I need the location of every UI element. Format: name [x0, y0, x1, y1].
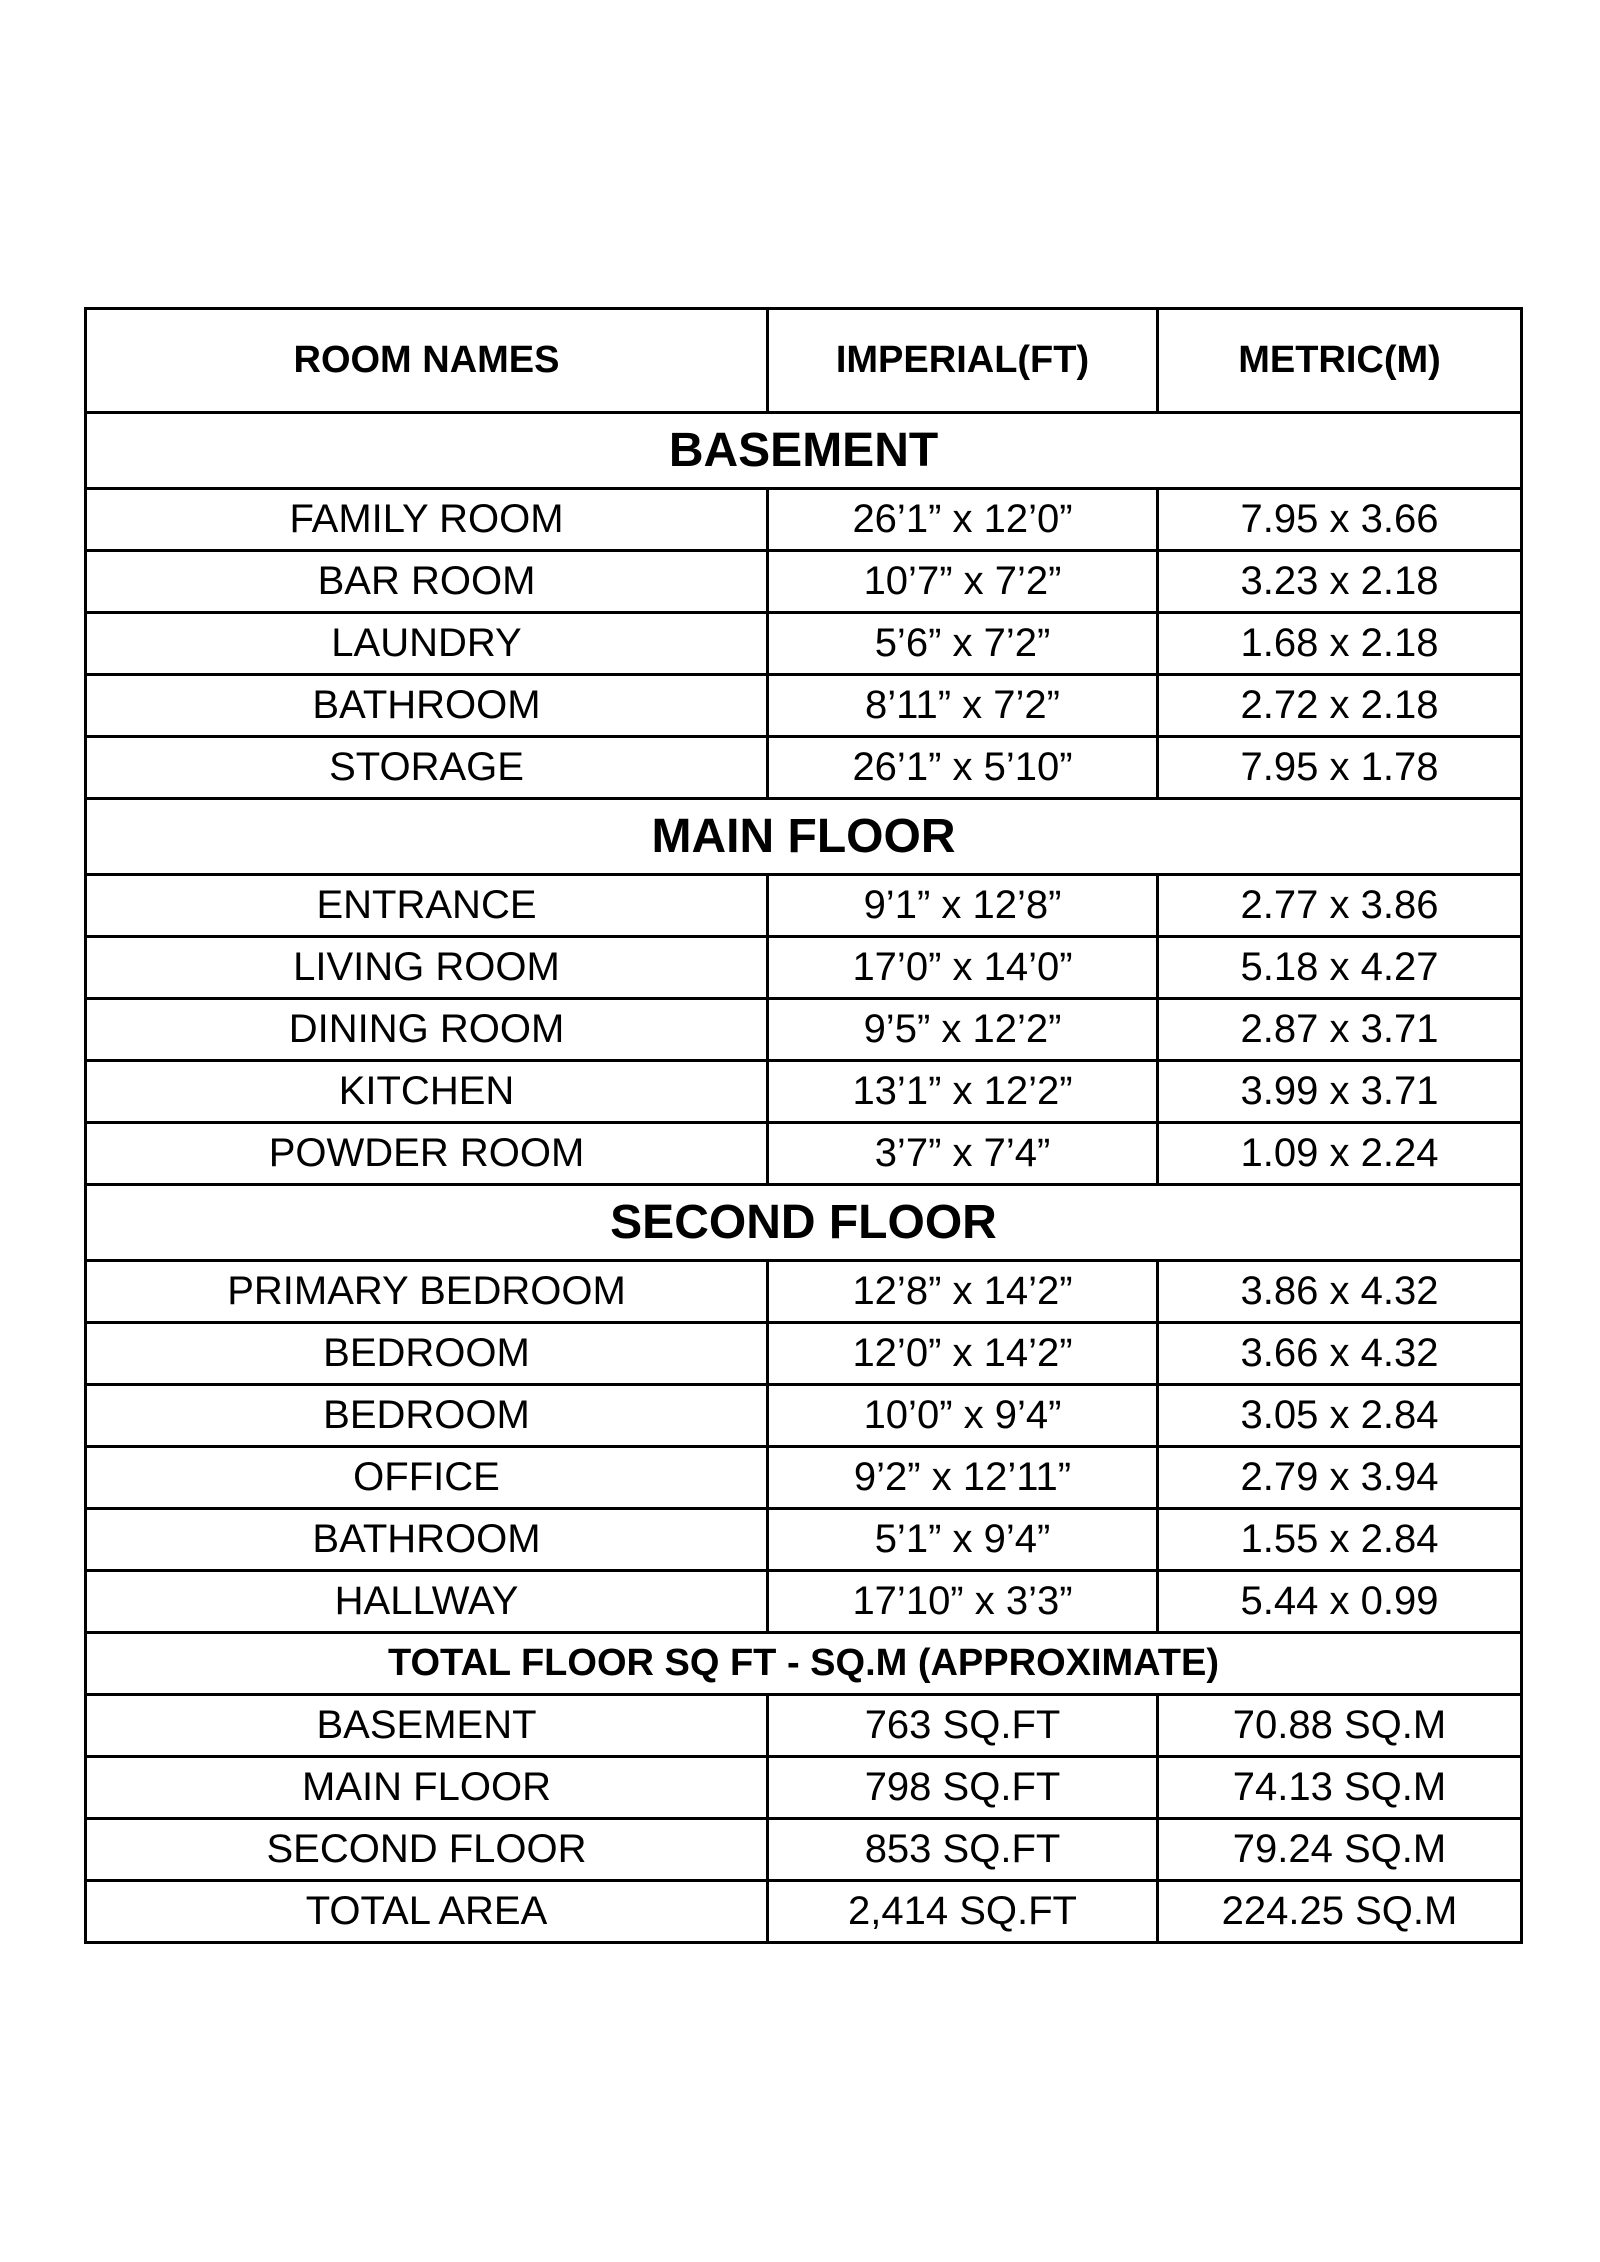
table-header-row — [86, 309, 1522, 413]
room-name-cell: BAR ROOM — [86, 551, 768, 613]
table-row — [86, 1261, 1522, 1323]
table-row — [86, 737, 1522, 799]
table-row — [86, 551, 1522, 613]
imperial-area-cell: 798 SQ.FT — [768, 1757, 1158, 1819]
metric-cell: 2.79 x 3.94 — [1158, 1447, 1522, 1509]
room-name-cell: BEDROOM — [86, 1385, 768, 1447]
metric-cell: 2.87 x 3.71 — [1158, 999, 1522, 1061]
table-row — [86, 489, 1522, 551]
imperial-cell: 12’8” x 14’2” — [768, 1261, 1158, 1323]
imperial-cell: 9’2” x 12’11” — [768, 1447, 1158, 1509]
room-name-cell: ENTRANCE — [86, 875, 768, 937]
imperial-cell: 10’7” x 7’2” — [768, 551, 1158, 613]
metric-cell: 3.99 x 3.71 — [1158, 1061, 1522, 1123]
section-title-main-floor: MAIN FLOOR — [86, 799, 1522, 875]
floor-name-cell: BASEMENT — [86, 1695, 768, 1757]
metric-cell: 5.18 x 4.27 — [1158, 937, 1522, 999]
table-row — [86, 937, 1522, 999]
room-name-cell: OFFICE — [86, 1447, 768, 1509]
section-row-main-floor — [86, 799, 1522, 875]
section-title-second-floor: SECOND FLOOR — [86, 1185, 1522, 1261]
table-row — [86, 999, 1522, 1061]
section-title-basement: BASEMENT — [86, 413, 1522, 489]
room-names-header: ROOM NAMES — [86, 309, 768, 413]
imperial-cell: 9’5” x 12’2” — [768, 999, 1158, 1061]
metric-header: METRIC(M) — [1158, 309, 1522, 413]
imperial-cell: 26’1” x 12’0” — [768, 489, 1158, 551]
room-name-cell: DINING ROOM — [86, 999, 768, 1061]
metric-area-cell: 224.25 SQ.M — [1158, 1881, 1522, 1943]
table-row — [86, 1695, 1522, 1757]
floor-name-cell: SECOND FLOOR — [86, 1819, 768, 1881]
metric-area-cell: 74.13 SQ.M — [1158, 1757, 1522, 1819]
room-name-cell: LAUNDRY — [86, 613, 768, 675]
section-row-second-floor — [86, 1185, 1522, 1261]
imperial-header: IMPERIAL(FT) — [768, 309, 1158, 413]
floor-name-cell: MAIN FLOOR — [86, 1757, 768, 1819]
table-row — [86, 875, 1522, 937]
imperial-cell: 12’0” x 14’2” — [768, 1323, 1158, 1385]
metric-area-cell: 79.24 SQ.M — [1158, 1819, 1522, 1881]
imperial-cell: 17’10” x 3’3” — [768, 1571, 1158, 1633]
table-row — [86, 1571, 1522, 1633]
room-name-cell: STORAGE — [86, 737, 768, 799]
metric-cell: 2.77 x 3.86 — [1158, 875, 1522, 937]
metric-cell: 3.23 x 2.18 — [1158, 551, 1522, 613]
imperial-cell: 3’7” x 7’4” — [768, 1123, 1158, 1185]
section-title-totals: TOTAL FLOOR SQ FT - SQ.M (APPROXIMATE) — [86, 1633, 1522, 1695]
room-name-cell: PRIMARY BEDROOM — [86, 1261, 768, 1323]
room-dimensions-sheet — [84, 307, 1520, 1944]
table-row — [86, 1881, 1522, 1943]
floor-name-cell: TOTAL AREA — [86, 1881, 768, 1943]
metric-cell: 2.72 x 2.18 — [1158, 675, 1522, 737]
imperial-cell: 10’0” x 9’4” — [768, 1385, 1158, 1447]
metric-cell: 7.95 x 1.78 — [1158, 737, 1522, 799]
table-row — [86, 1123, 1522, 1185]
room-name-cell: FAMILY ROOM — [86, 489, 768, 551]
metric-cell: 1.55 x 2.84 — [1158, 1509, 1522, 1571]
imperial-area-cell: 763 SQ.FT — [768, 1695, 1158, 1757]
metric-cell: 3.86 x 4.32 — [1158, 1261, 1522, 1323]
room-name-cell: KITCHEN — [86, 1061, 768, 1123]
metric-cell: 7.95 x 3.66 — [1158, 489, 1522, 551]
metric-cell: 3.05 x 2.84 — [1158, 1385, 1522, 1447]
imperial-cell: 17’0” x 14’0” — [768, 937, 1158, 999]
metric-cell: 5.44 x 0.99 — [1158, 1571, 1522, 1633]
metric-area-cell: 70.88 SQ.M — [1158, 1695, 1522, 1757]
room-dimensions-table — [84, 307, 1523, 1944]
table-row — [86, 1061, 1522, 1123]
table-row — [86, 1509, 1522, 1571]
imperial-cell: 9’1” x 12’8” — [768, 875, 1158, 937]
section-row-basement — [86, 413, 1522, 489]
room-name-cell: POWDER ROOM — [86, 1123, 768, 1185]
imperial-cell: 8’11” x 7’2” — [768, 675, 1158, 737]
room-name-cell: BATHROOM — [86, 1509, 768, 1571]
imperial-cell: 26’1” x 5’10” — [768, 737, 1158, 799]
table-row — [86, 1385, 1522, 1447]
table-row — [86, 675, 1522, 737]
room-name-cell: LIVING ROOM — [86, 937, 768, 999]
room-name-cell: BATHROOM — [86, 675, 768, 737]
metric-cell: 1.09 x 2.24 — [1158, 1123, 1522, 1185]
table-row — [86, 1323, 1522, 1385]
imperial-cell: 13’1” x 12’2” — [768, 1061, 1158, 1123]
table-row — [86, 613, 1522, 675]
room-name-cell: BEDROOM — [86, 1323, 768, 1385]
imperial-cell: 5’1” x 9’4” — [768, 1509, 1158, 1571]
metric-cell: 1.68 x 2.18 — [1158, 613, 1522, 675]
room-name-cell: HALLWAY — [86, 1571, 768, 1633]
table-row — [86, 1447, 1522, 1509]
section-row-totals — [86, 1633, 1522, 1695]
imperial-cell: 5’6” x 7’2” — [768, 613, 1158, 675]
imperial-area-cell: 2,414 SQ.FT — [768, 1881, 1158, 1943]
metric-cell: 3.66 x 4.32 — [1158, 1323, 1522, 1385]
table-row — [86, 1819, 1522, 1881]
imperial-area-cell: 853 SQ.FT — [768, 1819, 1158, 1881]
table-row — [86, 1757, 1522, 1819]
